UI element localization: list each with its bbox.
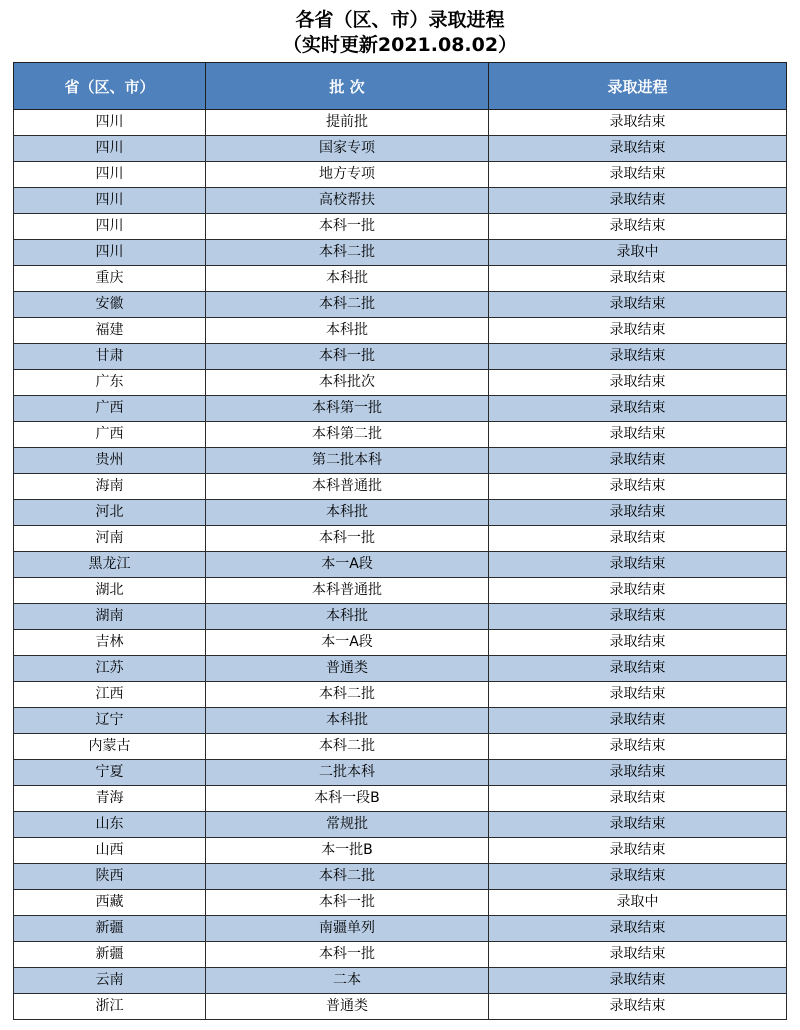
cell-batch: 本科一批 bbox=[206, 344, 489, 370]
cell-progress: 录取结束 bbox=[489, 266, 787, 292]
cell-batch: 高校帮扶 bbox=[206, 188, 489, 214]
cell-progress: 录取结束 bbox=[489, 968, 787, 994]
cell-progress: 录取结束 bbox=[489, 448, 787, 474]
cell-progress: 录取结束 bbox=[489, 994, 787, 1020]
table-row bbox=[14, 266, 787, 292]
cell-batch: 本科批 bbox=[206, 266, 489, 292]
table-row bbox=[14, 552, 787, 578]
cell-province: 广东 bbox=[14, 370, 206, 396]
cell-progress: 录取结束 bbox=[489, 656, 787, 682]
cell-batch: 二本 bbox=[206, 968, 489, 994]
cell-batch: 本科批 bbox=[206, 708, 489, 734]
table-body bbox=[14, 110, 787, 1020]
cell-province: 浙江 bbox=[14, 994, 206, 1020]
cell-progress: 录取结束 bbox=[489, 344, 787, 370]
cell-progress: 录取结束 bbox=[489, 734, 787, 760]
cell-progress: 录取中 bbox=[489, 890, 787, 916]
title-update-date: （实时更新2021.08.02） bbox=[282, 34, 518, 56]
cell-batch: 本科第二批 bbox=[206, 422, 489, 448]
cell-progress: 录取结束 bbox=[489, 292, 787, 318]
cell-province: 四川 bbox=[14, 240, 206, 266]
cell-progress: 录取结束 bbox=[489, 500, 787, 526]
table-row bbox=[14, 786, 787, 812]
table-row bbox=[14, 396, 787, 422]
cell-progress: 录取结束 bbox=[489, 682, 787, 708]
table-row bbox=[14, 734, 787, 760]
cell-province: 宁夏 bbox=[14, 760, 206, 786]
cell-province: 广西 bbox=[14, 396, 206, 422]
table-row bbox=[14, 448, 787, 474]
cell-province: 新疆 bbox=[14, 916, 206, 942]
table-row bbox=[14, 292, 787, 318]
table-row bbox=[14, 344, 787, 370]
table-row bbox=[14, 916, 787, 942]
cell-province: 河北 bbox=[14, 500, 206, 526]
table-row bbox=[14, 318, 787, 344]
cell-province: 山东 bbox=[14, 812, 206, 838]
cell-progress: 录取结束 bbox=[489, 188, 787, 214]
cell-province: 内蒙古 bbox=[14, 734, 206, 760]
cell-batch: 本科二批 bbox=[206, 240, 489, 266]
cell-province: 黑龙江 bbox=[14, 552, 206, 578]
cell-progress: 录取结束 bbox=[489, 474, 787, 500]
cell-batch: 本科批 bbox=[206, 500, 489, 526]
cell-progress: 录取结束 bbox=[489, 214, 787, 240]
cell-province: 河南 bbox=[14, 526, 206, 552]
cell-batch: 本科二批 bbox=[206, 864, 489, 890]
cell-batch: 本科二批 bbox=[206, 734, 489, 760]
cell-batch: 本科批次 bbox=[206, 370, 489, 396]
table-row bbox=[14, 578, 787, 604]
cell-province: 广西 bbox=[14, 422, 206, 448]
cell-progress: 录取结束 bbox=[489, 526, 787, 552]
admission-progress-table bbox=[13, 62, 787, 1020]
table-row bbox=[14, 942, 787, 968]
cell-province: 湖南 bbox=[14, 604, 206, 630]
cell-batch: 本一A段 bbox=[206, 630, 489, 656]
cell-progress: 录取结束 bbox=[489, 578, 787, 604]
cell-batch: 本科二批 bbox=[206, 292, 489, 318]
table-row bbox=[14, 890, 787, 916]
cell-batch: 本科一批 bbox=[206, 942, 489, 968]
cell-progress: 录取结束 bbox=[489, 760, 787, 786]
cell-province: 甘肃 bbox=[14, 344, 206, 370]
table-header-row bbox=[14, 63, 787, 110]
cell-province: 吉林 bbox=[14, 630, 206, 656]
document-title bbox=[0, 0, 800, 62]
header-batch: 批 次 bbox=[206, 63, 489, 110]
cell-progress: 录取结束 bbox=[489, 864, 787, 890]
cell-province: 江苏 bbox=[14, 656, 206, 682]
cell-batch: 第二批本科 bbox=[206, 448, 489, 474]
cell-batch: 提前批 bbox=[206, 110, 489, 136]
cell-progress: 录取结束 bbox=[489, 552, 787, 578]
cell-progress: 录取结束 bbox=[489, 708, 787, 734]
cell-batch: 本科第一批 bbox=[206, 396, 489, 422]
cell-progress: 录取结束 bbox=[489, 422, 787, 448]
cell-progress: 录取结束 bbox=[489, 812, 787, 838]
cell-batch: 地方专项 bbox=[206, 162, 489, 188]
table-row bbox=[14, 188, 787, 214]
header-province: 省（区、市） bbox=[14, 63, 206, 110]
cell-province: 陕西 bbox=[14, 864, 206, 890]
cell-progress: 录取结束 bbox=[489, 916, 787, 942]
cell-province: 四川 bbox=[14, 214, 206, 240]
cell-batch: 本科一批 bbox=[206, 214, 489, 240]
cell-progress: 录取结束 bbox=[489, 630, 787, 656]
cell-batch: 本科一批 bbox=[206, 890, 489, 916]
cell-province: 青海 bbox=[14, 786, 206, 812]
cell-batch: 国家专项 bbox=[206, 136, 489, 162]
table-row bbox=[14, 760, 787, 786]
cell-province: 云南 bbox=[14, 968, 206, 994]
cell-progress: 录取结束 bbox=[489, 838, 787, 864]
table-row bbox=[14, 630, 787, 656]
cell-province: 江西 bbox=[14, 682, 206, 708]
cell-progress: 录取结束 bbox=[489, 786, 787, 812]
cell-batch: 普通类 bbox=[206, 994, 489, 1020]
table-row bbox=[14, 110, 787, 136]
cell-progress: 录取结束 bbox=[489, 370, 787, 396]
cell-batch: 本科一批 bbox=[206, 526, 489, 552]
cell-batch: 本科普通批 bbox=[206, 578, 489, 604]
cell-province: 四川 bbox=[14, 110, 206, 136]
cell-batch: 南疆单列 bbox=[206, 916, 489, 942]
cell-batch: 普通类 bbox=[206, 656, 489, 682]
table-row bbox=[14, 812, 787, 838]
cell-province: 贵州 bbox=[14, 448, 206, 474]
cell-province: 湖北 bbox=[14, 578, 206, 604]
cell-province: 山西 bbox=[14, 838, 206, 864]
table-row bbox=[14, 968, 787, 994]
cell-province: 辽宁 bbox=[14, 708, 206, 734]
cell-province: 新疆 bbox=[14, 942, 206, 968]
header-progress: 录取进程 bbox=[489, 63, 787, 110]
cell-province: 西藏 bbox=[14, 890, 206, 916]
cell-batch: 本科批 bbox=[206, 318, 489, 344]
cell-province: 四川 bbox=[14, 136, 206, 162]
table-row bbox=[14, 214, 787, 240]
table-row bbox=[14, 682, 787, 708]
table-row bbox=[14, 526, 787, 552]
cell-progress: 录取中 bbox=[489, 240, 787, 266]
cell-progress: 录取结束 bbox=[489, 162, 787, 188]
cell-progress: 录取结束 bbox=[489, 110, 787, 136]
cell-batch: 二批本科 bbox=[206, 760, 489, 786]
table-row bbox=[14, 500, 787, 526]
table-row bbox=[14, 656, 787, 682]
cell-batch: 本一批B bbox=[206, 838, 489, 864]
cell-progress: 录取结束 bbox=[489, 318, 787, 344]
table-row bbox=[14, 604, 787, 630]
table-row bbox=[14, 370, 787, 396]
cell-progress: 录取结束 bbox=[489, 604, 787, 630]
cell-batch: 本科普通批 bbox=[206, 474, 489, 500]
cell-progress: 录取结束 bbox=[489, 942, 787, 968]
cell-progress: 录取结束 bbox=[489, 396, 787, 422]
table-row bbox=[14, 162, 787, 188]
cell-province: 四川 bbox=[14, 162, 206, 188]
cell-progress: 录取结束 bbox=[489, 136, 787, 162]
cell-province: 重庆 bbox=[14, 266, 206, 292]
cell-province: 福建 bbox=[14, 318, 206, 344]
title-main: 各省（区、市）录取进程 bbox=[295, 9, 505, 31]
table-row bbox=[14, 422, 787, 448]
table-row bbox=[14, 838, 787, 864]
cell-batch: 本科一段B bbox=[206, 786, 489, 812]
cell-province: 海南 bbox=[14, 474, 206, 500]
cell-province: 安徽 bbox=[14, 292, 206, 318]
table-row bbox=[14, 708, 787, 734]
cell-batch: 常规批 bbox=[206, 812, 489, 838]
table-row bbox=[14, 240, 787, 266]
cell-batch: 本科二批 bbox=[206, 682, 489, 708]
table-row bbox=[14, 136, 787, 162]
table-row bbox=[14, 864, 787, 890]
table-row bbox=[14, 474, 787, 500]
cell-batch: 本科批 bbox=[206, 604, 489, 630]
table-row bbox=[14, 994, 787, 1020]
cell-province: 四川 bbox=[14, 188, 206, 214]
cell-batch: 本一A段 bbox=[206, 552, 489, 578]
